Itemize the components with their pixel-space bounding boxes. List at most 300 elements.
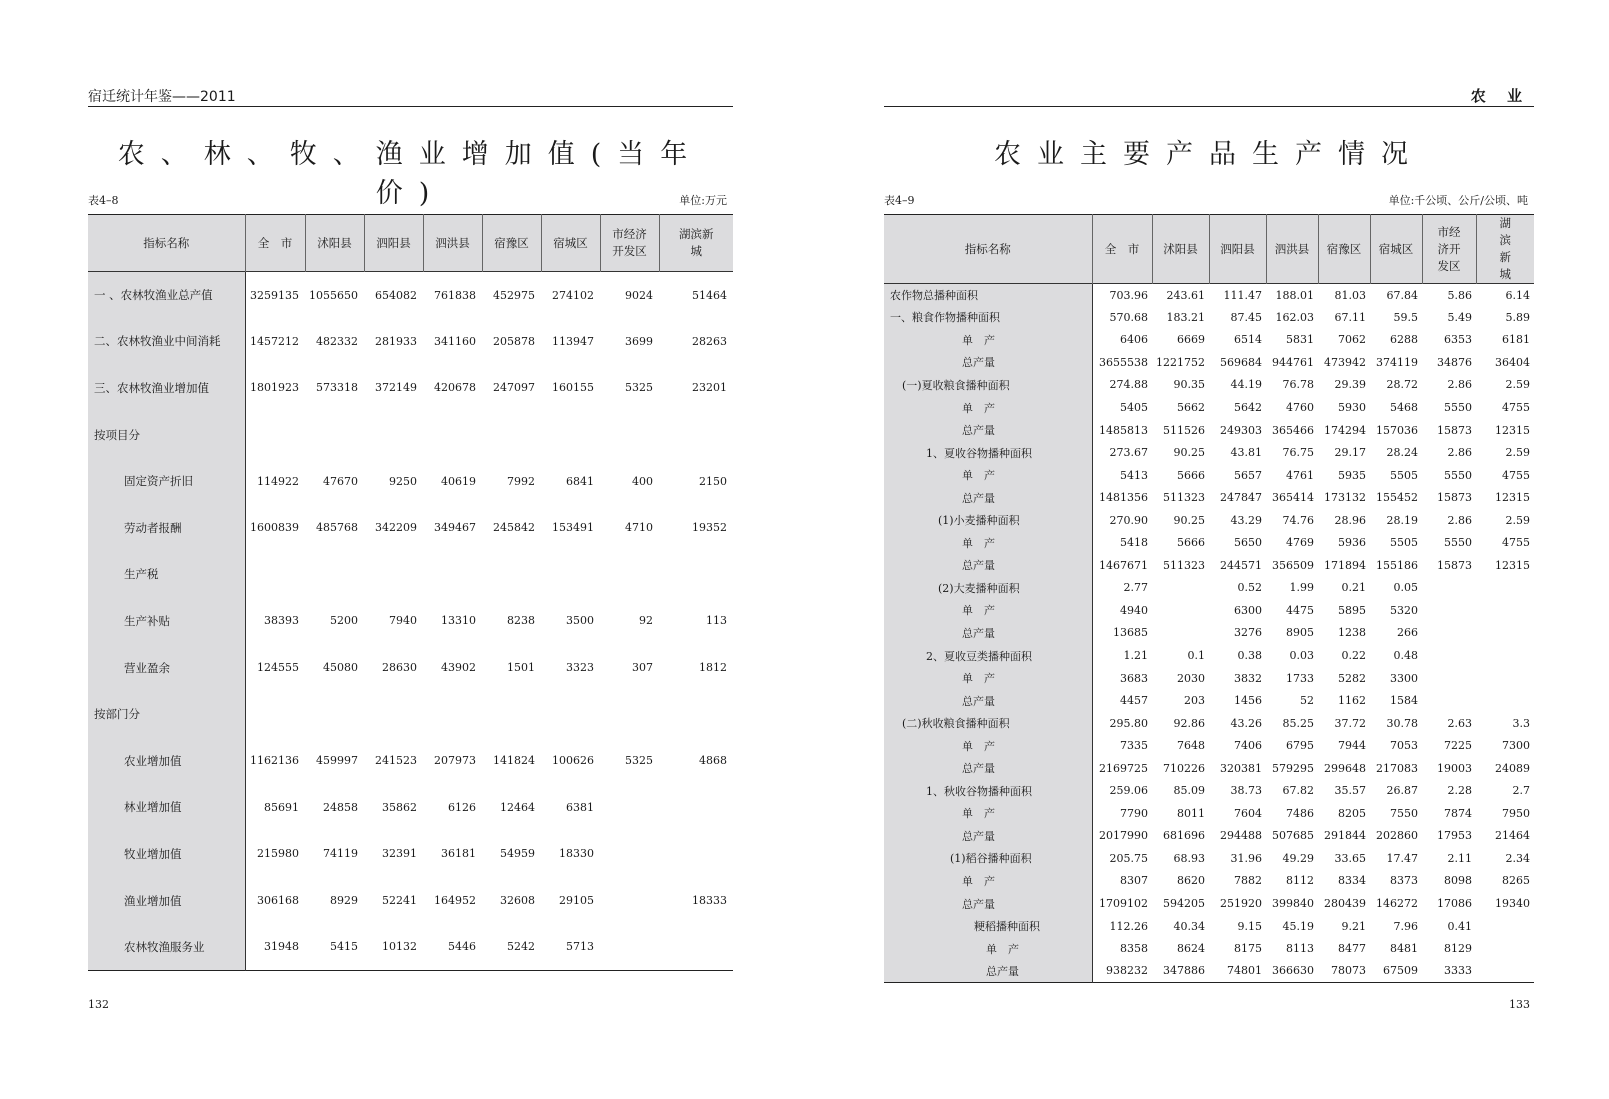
table-cell: 1501: [507, 661, 535, 675]
table-cell: 12315: [1495, 558, 1530, 572]
table-cell: 7550: [1390, 806, 1418, 820]
crop-production-table: [884, 214, 1534, 983]
table-cell: 8113: [1286, 942, 1314, 956]
row-label: 2、夏收豆类播种面积: [884, 644, 1092, 667]
table-row: [884, 622, 1534, 645]
table-cell: 473942: [1324, 355, 1366, 369]
row-label: 单 产: [884, 464, 1092, 487]
table-cell: 24858: [323, 800, 358, 814]
table-cell: 5642: [1234, 401, 1262, 414]
table-cell: 8373: [1390, 874, 1418, 888]
table-cell: 5282: [1338, 671, 1366, 685]
table-cell: 2.28: [1447, 784, 1472, 798]
table-cell: [541, 551, 600, 598]
table-cell: 9250: [389, 474, 417, 488]
table-cell: 49.29: [1282, 851, 1314, 865]
row-label: 牧业增加值: [88, 831, 245, 878]
row-label: (一)夏收粮食播种面积: [884, 374, 1092, 397]
table-row: [88, 644, 733, 691]
row-label: 营业盈余: [88, 644, 245, 691]
table-cell: 10132: [382, 940, 417, 954]
table-cell: 400: [632, 474, 653, 488]
table-cell: 7053: [1390, 739, 1418, 753]
table-cell: [1422, 599, 1476, 622]
table-cell: 202860: [1376, 829, 1418, 843]
table-cell: [659, 924, 733, 971]
table-cell: 164952: [434, 894, 476, 908]
table-cell: 420678: [434, 381, 476, 395]
table-cell: 31948: [264, 940, 299, 954]
table-cell: 33.65: [1334, 851, 1366, 865]
table-cell: 24089: [1495, 761, 1530, 775]
table-cell: 6514: [1234, 333, 1262, 347]
table-cell: 507685: [1272, 829, 1314, 843]
table-row: [884, 960, 1534, 983]
table-cell: [1476, 577, 1534, 600]
table-cell: 0.52: [1237, 581, 1262, 595]
table-cell: 8175: [1234, 942, 1262, 956]
table-row: [884, 757, 1534, 780]
table-cell: 114922: [257, 474, 299, 488]
table-cell: 3259135: [250, 288, 299, 302]
table-row: [884, 441, 1534, 464]
row-label: 农林牧渔服务业: [88, 924, 245, 971]
table-cell: 19340: [1495, 897, 1530, 911]
table-cell: 2.59: [1505, 446, 1530, 460]
table-cell: 23201: [692, 381, 727, 395]
table-cell: 28.19: [1386, 513, 1418, 527]
table-cell: 28.96: [1334, 513, 1366, 527]
table-cell: [541, 691, 600, 738]
table-cell: 52241: [382, 894, 417, 908]
table-row: [884, 712, 1534, 735]
table-cell: 703.96: [1109, 288, 1148, 302]
table-cell: 1.99: [1289, 581, 1314, 595]
table-cell: 5505: [1390, 536, 1418, 550]
table-row: [884, 847, 1534, 870]
table-cell: 8929: [330, 894, 358, 908]
row-label: 1、夏收谷物播种面积: [884, 441, 1092, 464]
table-cell: 452975: [493, 288, 535, 302]
table-cell: 85.25: [1282, 716, 1314, 730]
table-cell: 29.17: [1334, 446, 1366, 460]
table-cell: 259.06: [1109, 784, 1148, 798]
row-label: 一、粮食作物播种面积: [884, 306, 1092, 329]
table-cell: 90.25: [1173, 513, 1205, 527]
table-cell: 8307: [1120, 874, 1148, 888]
table-cell: 183.21: [1166, 310, 1205, 324]
table-cell: 1238: [1338, 626, 1366, 640]
table-row: [884, 937, 1534, 960]
table-cell: 274.88: [1109, 378, 1148, 392]
table-cell: 12315: [1495, 491, 1530, 505]
table-row: [884, 780, 1534, 803]
row-label: 按部门分: [88, 691, 245, 738]
table-cell: 511323: [1163, 558, 1205, 572]
table-cell: [245, 551, 305, 598]
table-cell: 217083: [1376, 761, 1418, 775]
table-cell: [541, 411, 600, 458]
table-cell: [245, 411, 305, 458]
table-row: [884, 464, 1534, 487]
table-cell: 245842: [493, 521, 535, 535]
table-cell: 5935: [1338, 468, 1366, 482]
table-cell: 0.38: [1237, 649, 1262, 663]
table-cell: 347886: [1163, 964, 1205, 978]
table-cell: [1476, 599, 1534, 622]
table-cell: 2.7: [1512, 784, 1530, 798]
row-label: (2)大麦播种面积: [884, 577, 1092, 600]
table-cell: 365466: [1272, 423, 1314, 437]
table-unit: 单位:万元: [679, 194, 727, 207]
table-cell: 7944: [1338, 739, 1366, 753]
table-cell: 761838: [434, 288, 476, 302]
table-cell: 399840: [1272, 897, 1314, 911]
table-cell: 146272: [1376, 897, 1418, 911]
table-cell: 306168: [257, 894, 299, 908]
row-label: (1)小麦播种面积: [884, 509, 1092, 532]
table-cell: 19003: [1437, 761, 1472, 775]
table-cell: 244571: [1220, 558, 1262, 572]
table-cell: [423, 551, 482, 598]
table-cell: 511323: [1163, 491, 1205, 505]
table-cell: 570.68: [1109, 310, 1148, 324]
table-cell: 29.39: [1334, 378, 1366, 392]
table-cell: 295.80: [1109, 716, 1148, 730]
row-label: 农作物总播种面积: [884, 284, 1092, 307]
table-cell: 2.59: [1505, 378, 1530, 392]
table-cell: [1476, 915, 1534, 938]
table-row: [88, 551, 733, 598]
table-cell: 76.78: [1282, 378, 1314, 392]
table-cell: [423, 691, 482, 738]
row-label: 单 产: [884, 870, 1092, 893]
table-cell: 3276: [1234, 626, 1262, 640]
table-cell: 247847: [1220, 491, 1262, 505]
table-cell: 7.96: [1393, 919, 1418, 933]
column-header: 泗洪县: [423, 215, 482, 272]
table-cell: 31.96: [1230, 851, 1262, 865]
table-cell: 372149: [375, 381, 417, 395]
row-label: 单 产: [884, 802, 1092, 825]
table-cell: 3655538: [1099, 355, 1148, 369]
table-row: [884, 509, 1534, 532]
table-cell: 2.11: [1447, 851, 1472, 865]
table-cell: 2.77: [1123, 581, 1148, 595]
table-cell: 251920: [1220, 897, 1262, 911]
table-cell: [1422, 622, 1476, 645]
table-cell: 113: [706, 614, 727, 628]
table-cell: 5895: [1338, 603, 1366, 617]
column-header: 宿豫区: [482, 215, 541, 272]
table-cell: [659, 831, 733, 878]
table-cell: 1456: [1234, 694, 1262, 708]
table-cell: 4710: [625, 521, 653, 535]
table-cell: 85691: [264, 800, 299, 814]
table-cell: 511526: [1163, 423, 1205, 437]
table-cell: 7300: [1502, 739, 1530, 753]
table-cell: 173132: [1324, 491, 1366, 505]
table-cell: 160155: [552, 381, 594, 395]
table-cell: 35862: [382, 800, 417, 814]
table-cell: 5200: [330, 614, 358, 628]
table-cell: 74801: [1227, 964, 1262, 978]
table-cell: [305, 691, 364, 738]
table-cell: 281933: [375, 334, 417, 348]
table-cell: 81.03: [1334, 288, 1366, 302]
table-cell: 243.61: [1166, 288, 1205, 302]
table-cell: 2.34: [1505, 851, 1530, 865]
table-cell: 266: [1397, 626, 1418, 640]
table-cell: [659, 784, 733, 831]
row-label: 总产量: [884, 689, 1092, 712]
table-cell: 76.75: [1282, 446, 1314, 460]
table-cell: 29105: [559, 894, 594, 908]
table-cell: 1733: [1286, 671, 1314, 685]
table-cell: 342209: [375, 521, 417, 535]
table-cell: 92: [639, 614, 653, 628]
table-cell: 3832: [1234, 671, 1262, 685]
table-cell: 32608: [500, 894, 535, 908]
table-cell: 155452: [1376, 491, 1418, 505]
table-cell: 34876: [1437, 355, 1472, 369]
row-label: 单 产: [884, 667, 1092, 690]
table-cell: 365414: [1272, 491, 1314, 505]
table-cell: 28.72: [1386, 378, 1418, 392]
table-cell: 5650: [1234, 536, 1262, 550]
running-head: [884, 84, 1534, 107]
table-cell: 162.03: [1275, 310, 1314, 324]
table-cell: 1162: [1338, 694, 1366, 708]
table-cell: 4755: [1502, 468, 1530, 482]
table-row: [884, 644, 1534, 667]
table-cell: 485768: [316, 521, 358, 535]
table-cell: 92.86: [1173, 716, 1205, 730]
table-cell: 1600839: [250, 521, 299, 535]
table-cell: 43.81: [1230, 446, 1262, 460]
table-row: [88, 877, 733, 924]
row-label: 二、农林牧渔业中间消耗: [88, 318, 245, 365]
table-cell: 0.03: [1289, 649, 1314, 663]
table-cell: 5325: [625, 381, 653, 395]
table-cell: 35.57: [1334, 784, 1366, 798]
table-cell: [1476, 644, 1534, 667]
row-label: 按项目分: [88, 411, 245, 458]
table-cell: 2.63: [1447, 716, 1472, 730]
table-cell: 6353: [1444, 333, 1472, 347]
row-label: 生产税: [88, 551, 245, 598]
table-cell: 291844: [1324, 829, 1366, 843]
table-cell: 28263: [692, 334, 727, 348]
table-cell: 26.87: [1386, 784, 1418, 798]
table-cell: [482, 691, 541, 738]
table-cell: 38393: [264, 614, 299, 628]
table-cell: 8358: [1120, 942, 1148, 956]
table-row: [88, 318, 733, 365]
column-header: 宿城区: [541, 215, 600, 272]
column-header: 全 市: [245, 215, 305, 272]
table-cell: 6181: [1502, 333, 1530, 347]
table-cell: 307: [632, 661, 653, 675]
table-cell: [1476, 689, 1534, 712]
table-cell: 0.1: [1187, 649, 1205, 663]
row-label: 林业增加值: [88, 784, 245, 831]
table-row: [884, 689, 1534, 712]
table-cell: 52: [1300, 694, 1314, 708]
table-cell: [1476, 960, 1534, 983]
row-label: 一 、农林牧渔业总产值: [88, 272, 245, 319]
table-cell: 85.09: [1173, 784, 1205, 798]
table-header-row: [884, 215, 1534, 284]
table-cell: 8098: [1444, 874, 1472, 888]
page-number: 133: [1509, 998, 1530, 1011]
table-cell: 4457: [1120, 694, 1148, 708]
table-cell: 12315: [1495, 423, 1530, 437]
table-cell: 0.21: [1341, 581, 1366, 595]
table-cell: 78073: [1331, 964, 1366, 978]
row-label: 固定资产折旧: [88, 458, 245, 505]
table-row: [884, 306, 1534, 329]
table-cell: 3323: [566, 661, 594, 675]
table-cell: 171894: [1324, 558, 1366, 572]
table-cell: 8905: [1286, 626, 1314, 640]
table-cell: [600, 877, 659, 924]
table-cell: 6288: [1390, 333, 1418, 347]
table-cell: [305, 551, 364, 598]
table-row: [884, 599, 1534, 622]
table-cell: 3.3: [1512, 716, 1530, 730]
table-cell: 944761: [1272, 355, 1314, 369]
table-cell: 4868: [699, 754, 727, 768]
table-cell: 5.89: [1505, 310, 1530, 324]
table-cell: 5320: [1390, 603, 1418, 617]
table-cell: 7335: [1120, 739, 1148, 753]
table-cell: [1152, 577, 1209, 600]
table-unit: 单位:千公顷、公斤/公顷、吨: [1388, 194, 1528, 207]
table-cell: 153491: [552, 521, 594, 535]
table-cell: 6126: [448, 800, 476, 814]
table-cell: 5662: [1177, 401, 1205, 414]
table-cell: 67509: [1383, 964, 1418, 978]
table-cell: 0.05: [1393, 581, 1418, 595]
table-cell: 5242: [507, 940, 535, 954]
table-cell: 7950: [1502, 806, 1530, 820]
table-cell: 1801923: [250, 381, 299, 395]
row-label: 1、秋收谷物播种面积: [884, 780, 1092, 803]
table-cell: [1152, 599, 1209, 622]
table-cell: 51464: [692, 288, 727, 302]
table-cell: 4475: [1286, 603, 1314, 617]
table-cell: 8334: [1338, 874, 1366, 888]
table-id: 表4–8: [88, 194, 119, 207]
row-label: 三、农林牧渔业增加值: [88, 365, 245, 412]
table-row: [88, 924, 733, 971]
table-cell: 43902: [441, 661, 476, 675]
table-row: [88, 365, 733, 412]
table-cell: 47670: [323, 474, 358, 488]
table-cell: 6406: [1120, 333, 1148, 347]
table-cell: 7648: [1177, 739, 1205, 753]
table-cell: 654082: [375, 288, 417, 302]
table-cell: 341160: [434, 334, 476, 348]
table-cell: 68.93: [1173, 851, 1205, 865]
table-cell: 5405: [1120, 401, 1148, 414]
table-cell: 13685: [1113, 626, 1148, 640]
table-row: [884, 329, 1534, 352]
table-cell: 2030: [1177, 671, 1205, 685]
column-header: 全 市: [1092, 215, 1152, 284]
table-cell: 12464: [500, 800, 535, 814]
table-cell: 579295: [1272, 761, 1314, 775]
table-cell: 1221752: [1156, 355, 1205, 369]
table-cell: [364, 551, 423, 598]
table-cell: 7604: [1234, 806, 1262, 820]
table-cell: 249303: [1220, 423, 1262, 437]
table-cell: 569684: [1220, 355, 1262, 369]
table-row: [884, 351, 1534, 374]
table-cell: 5713: [566, 940, 594, 954]
table-cell: [1476, 937, 1534, 960]
table-cell: 294488: [1220, 829, 1262, 843]
table-row: [88, 458, 733, 505]
running-head-text: 宿迁统计年鉴——2011: [88, 89, 236, 105]
table-cell: 74119: [323, 847, 358, 861]
table-cell: 6669: [1177, 333, 1205, 347]
table-cell: 4761: [1286, 468, 1314, 482]
table-cell: 2150: [699, 474, 727, 488]
table-cell: 4760: [1286, 401, 1314, 414]
table-row: [884, 396, 1534, 419]
table-row: [884, 734, 1534, 757]
table-cell: 5550: [1444, 536, 1472, 550]
table-row: [88, 691, 733, 738]
table-cell: 9024: [625, 288, 653, 302]
value-added-table: [88, 214, 733, 971]
table-cell: 15873: [1437, 491, 1472, 505]
row-label: 单 产: [884, 329, 1092, 352]
table-cell: 349467: [434, 521, 476, 535]
table-cell: 38.73: [1230, 784, 1262, 798]
table-cell: 67.84: [1386, 288, 1418, 302]
row-label: 生产补贴: [88, 598, 245, 645]
table-cell: 90.35: [1173, 378, 1205, 392]
row-label: 总产量: [884, 825, 1092, 848]
column-header: 沭阳县: [305, 215, 364, 272]
table-cell: 4769: [1286, 536, 1314, 550]
table-cell: 9.15: [1237, 919, 1262, 933]
table-cell: 573318: [316, 381, 358, 395]
table-cell: 8620: [1177, 874, 1205, 888]
table-cell: [600, 411, 659, 458]
table-cell: [482, 411, 541, 458]
table-row: [88, 831, 733, 878]
table-cell: 36181: [441, 847, 476, 861]
table-cell: 5550: [1444, 401, 1472, 414]
column-header: 沭阳县: [1152, 215, 1209, 284]
row-label: 单 产: [884, 532, 1092, 555]
table-cell: 1.21: [1123, 649, 1148, 663]
table-cell: 15873: [1437, 558, 1472, 572]
table-meta: [884, 192, 1534, 208]
row-label: 单 产: [884, 396, 1092, 419]
table-cell: 2.59: [1505, 513, 1530, 527]
table-cell: [600, 831, 659, 878]
table-cell: [245, 691, 305, 738]
table-cell: 100626: [552, 754, 594, 768]
table-cell: 5505: [1390, 468, 1418, 482]
table-cell: 8265: [1502, 874, 1530, 888]
table-cell: 8112: [1286, 874, 1314, 888]
